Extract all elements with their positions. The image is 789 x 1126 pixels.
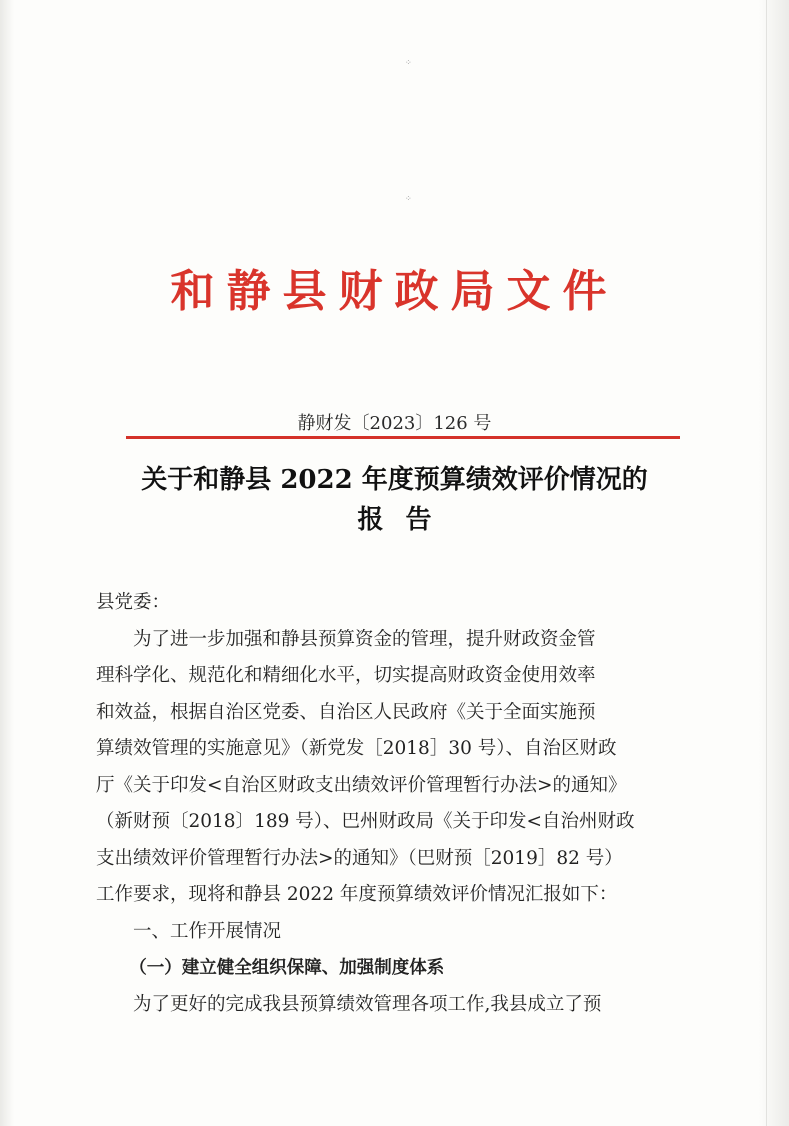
paragraph-line: 工作要求，现将和静县 2022 年度预算绩效评价情况汇报如下： — [96, 884, 618, 905]
section-heading-1: 一、工作开展情况 — [133, 920, 282, 942]
paragraph-line: 理科学化、规范化和精细化水平，切实提高财政资金使用效率 — [96, 665, 596, 686]
paragraph-line: 厅《关于印发<自治区财政支出绩效评价管理暂行办法>的通知》 — [96, 774, 627, 796]
scan-speck: ⁘ — [405, 194, 412, 203]
paragraph-line: 支出绩效评价管理暂行办法>的通知》（巴财预［2019］82 号） — [96, 847, 623, 869]
issuing-authority-header: 和静县财政局文件 — [170, 266, 619, 317]
paragraph-line: 和效益，根据自治区党委、自治区人民政府《关于全面实施预 — [96, 701, 596, 723]
paragraph-intro — [96, 622, 696, 914]
document-number: 静财发〔2023〕126 号 — [297, 413, 492, 434]
scan-speck: ⁘ — [405, 58, 412, 67]
title-line-1: 关于和静县 2022 年度预算绩效评价情况的 — [141, 465, 648, 495]
paragraph-section-1: 为了更好的完成我县预算绩效管理各项工作,我县成立了预 — [133, 993, 602, 1015]
red-separator-line — [126, 436, 680, 439]
title-line-2: 报告 — [357, 505, 454, 535]
scan-edge-right — [759, 0, 789, 1126]
subsection-heading-1: （一）建立健全组织保障、加强制度体系 — [129, 958, 445, 978]
document-title — [0, 460, 789, 540]
scan-edge-left — [0, 0, 14, 1126]
salutation: 县党委： — [96, 592, 171, 613]
paragraph-line: 算绩效管理的实施意见》（新党发［2018］30 号）、自治区财政 — [96, 738, 617, 759]
paragraph-line: （新财预〔2018〕189 号）、巴州财政局《关于印发<自治州财政 — [96, 811, 635, 832]
document-body — [96, 585, 696, 1023]
paragraph-line: 为了进一步加强和静县预算资金的管理，提升财政资金管 — [133, 628, 596, 650]
